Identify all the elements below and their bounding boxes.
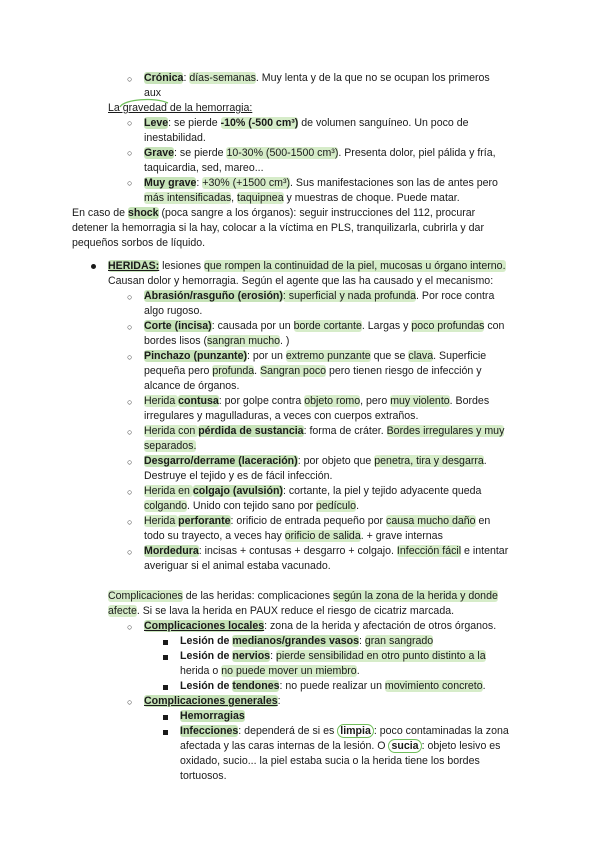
tendones-line: Lesión de tendones: no puede realizar un movimiento concreto. xyxy=(180,680,486,692)
circle-bullet-icon: ○ xyxy=(127,487,133,497)
square-bullet-icon xyxy=(163,730,168,735)
infecciones-line-4: tortuosos. xyxy=(180,770,227,782)
hemorragias-line: Hemorragias xyxy=(180,710,245,722)
abrasion-line-2: algo rugoso. xyxy=(144,305,203,317)
desgarro-line: Desgarro/derrame (laceración): por objeto que penetra, tira y desgarra. xyxy=(144,455,487,467)
circle-bullet-icon: ○ xyxy=(127,547,133,557)
grave-line-2: taquicardia, sed, mareo... xyxy=(144,162,264,174)
colgajo-line-2: colgando. Unido con tejido sano por pedículo. xyxy=(144,500,360,512)
circle-bullet-icon: ○ xyxy=(127,178,133,188)
muy-grave-line: Muy grave: +30% (+1500 cm³). Sus manifestaciones son las de antes pero xyxy=(144,177,498,189)
colgajo-line: Herida en colgajo (avulsión): cortante, la piel y tejido adyacente queda xyxy=(144,485,482,497)
abrasion-line: Abrasión/rasguño (erosión): superficial y nada profunda. Por roce contra xyxy=(144,290,495,302)
mordedura-line-2: averiguar si el animal estaba vacunado. xyxy=(144,560,331,572)
perdida-line: Herida con pérdida de sustancia: forma de cráter. Bordes irregulares y muy xyxy=(144,425,505,437)
sucia-circled: sucia xyxy=(388,739,421,753)
shock-line-1: En caso de shock (poca sangre a los órganos): seguir instrucciones del 112, procurar xyxy=(72,207,476,219)
generales-line: Complicaciones generales: xyxy=(144,695,281,707)
shock-line-2: detener la hemorragia si la hay, colocar a la víctima en PLS, tranquilizarla, cubrirla y dar xyxy=(72,222,484,234)
cronica-term: Crónica xyxy=(144,72,184,84)
grave-line: Grave: se pierde 10-30% (500-1500 cm³). Presenta dolor, piel pálida y fría, xyxy=(144,147,496,159)
infecciones-line-3: oxidado, sucio... la piel estaba sucia o la herida tiene los bordes xyxy=(180,755,480,767)
contusa-line-2: irregulares y magulladuras, a veces con cuerpos extraños. xyxy=(144,410,419,422)
circle-bullet-icon: ○ xyxy=(127,322,133,332)
perforante-line-2: todo su trayecto, a veces hay orificio de salida. + grave internas xyxy=(144,530,443,542)
infecciones-line: Infecciones: dependerá de si es limpia : poco contaminadas la zona xyxy=(180,725,509,737)
circle-bullet-icon: ○ xyxy=(127,457,133,467)
mordedura-line: Mordedura: incisas + contusas + desgarro + colgajo. Infección fácil e intentar xyxy=(144,545,509,557)
gravedad-heading: La gravedad de la hemorragia: xyxy=(108,102,253,114)
circle-bullet-icon: ○ xyxy=(127,352,133,362)
circle-bullet-icon: ○ xyxy=(127,517,133,527)
locales-line: Complicaciones locales: zona de la herida y afectación de otros órganos. xyxy=(144,620,497,632)
circle-bullet-icon: ○ xyxy=(127,118,133,128)
nervios-line: Lesión de nervios: pierde sensibilidad en otro punto distinto a la xyxy=(180,650,486,662)
circle-bullet-icon: ○ xyxy=(127,74,133,84)
leve-line: Leve: se pierde -10% (-500 cm³) de volumen sanguíneo. Un poco de xyxy=(144,117,469,129)
heridas-line: HERIDAS: lesiones que rompen la continuidad de la piel, mucosas u órgano interno. xyxy=(108,260,506,272)
perforante-line: Herida perforante: orificio de entrada pequeño por causa mucho daño en xyxy=(144,515,491,527)
pinchazo-line-3: alcance de órganos. xyxy=(144,380,240,392)
circle-bullet-icon: ○ xyxy=(127,697,133,707)
circle-bullet-icon: ○ xyxy=(127,622,133,632)
disc-bullet-icon xyxy=(91,264,96,269)
desgarro-line-2: Destruye el tejido y es de fácil infección. xyxy=(144,470,333,482)
vasos-line: Lesión de medianos/grandes vasos: gran sangrado xyxy=(180,635,434,647)
cronica-line: Crónica: días-semanas. Muy lenta y de la que no se ocupan los primeros xyxy=(144,72,490,84)
nervios-line-2: herida o no puede mover un miembro. xyxy=(180,665,360,677)
square-bullet-icon xyxy=(163,640,168,645)
hand-circle-mark xyxy=(116,97,172,111)
circle-bullet-icon: ○ xyxy=(127,148,133,158)
heridas-line-2: Causan dolor y hemorragia. Según el agente que las ha causado y el mecanismo: xyxy=(108,275,494,287)
square-bullet-icon xyxy=(163,715,168,720)
infecciones-line-2: afectada y las caras internas de la lesión. O sucia : objeto lesivo es xyxy=(180,740,501,752)
pinchazo-line-2: pequeña pero profunda. Sangran poco pero tienen riesgo de infección y xyxy=(144,365,482,377)
contusa-line: Herida contusa: por golpe contra objeto romo, pero muy violento. Bordes xyxy=(144,395,490,407)
square-bullet-icon xyxy=(163,685,168,690)
square-bullet-icon xyxy=(163,655,168,660)
perdida-line-2: separados. xyxy=(144,440,197,452)
pinchazo-line: Pinchazo (punzante): por un extremo punzante que se clava. Superficie xyxy=(144,350,487,362)
leve-line-2: inestabilidad. xyxy=(144,132,206,144)
corte-line-2: bordes lisos (sangran mucho. ) xyxy=(144,335,290,347)
heridas-title: HERIDAS: xyxy=(108,260,160,272)
circle-bullet-icon: ○ xyxy=(127,397,133,407)
corte-line: Corte (incisa): causada por un borde cortante. Largas y poco profundas con xyxy=(144,320,505,332)
complicaciones-line-1: Complicaciones de las heridas: complicaciones según la zona de la herida y donde xyxy=(108,590,498,602)
cronica-line-2: aux xyxy=(144,87,162,99)
circle-bullet-icon: ○ xyxy=(127,292,133,302)
muy-grave-line-2: más intensificadas, taquipnea y muestras de choque. Puede matar. xyxy=(144,192,460,204)
shock-line-3: pequeños sorbos de líquido. xyxy=(72,237,206,249)
circle-bullet-icon: ○ xyxy=(127,427,133,437)
limpia-circled: limpia xyxy=(337,724,374,738)
complicaciones-line-2: afecte. Si se lava la herida en PAUX reduce el riesgo de cicatriz marcada. xyxy=(108,605,455,617)
